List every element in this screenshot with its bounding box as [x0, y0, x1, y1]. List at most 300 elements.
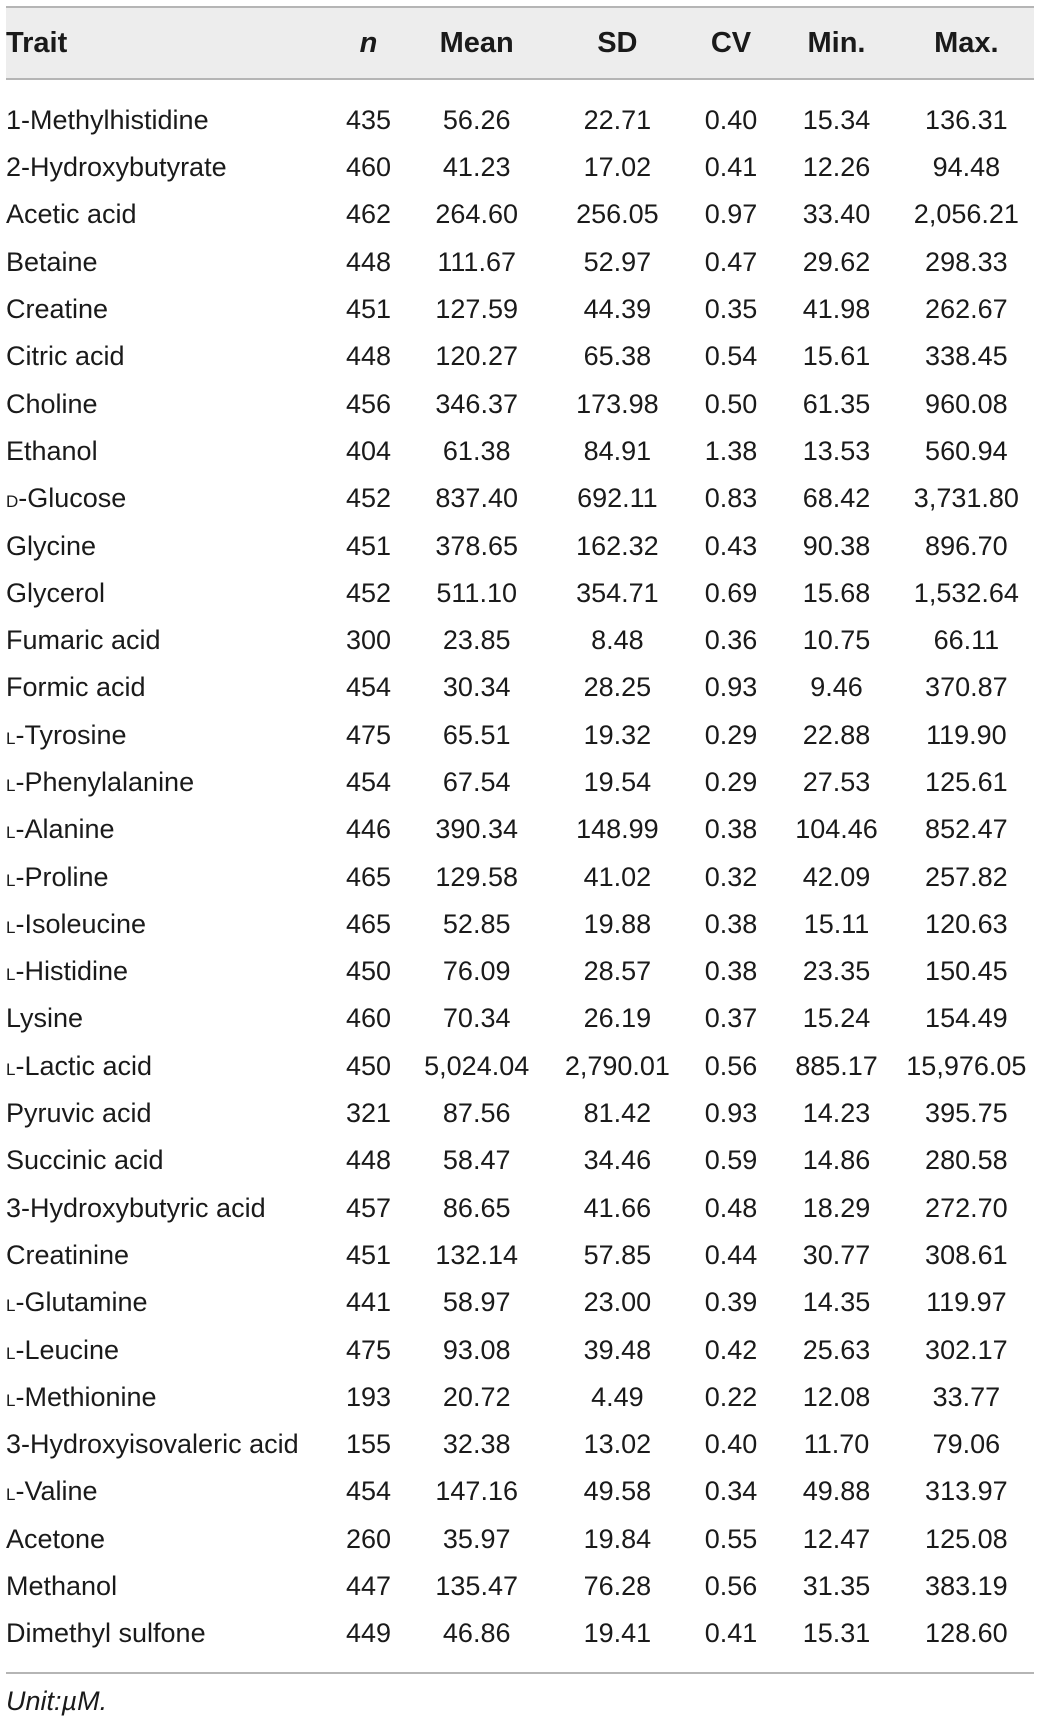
header-sd: SD [547, 7, 688, 79]
trait-name: 1-Methylhistidine [6, 104, 209, 135]
cell-trait [6, 806, 331, 853]
cell-n: 475 [345, 1334, 392, 1365]
trait-name: -Valine [15, 1476, 98, 1507]
cell-min: 27.53 [802, 767, 871, 797]
trait-name: Creatinine [6, 1239, 130, 1270]
cell-cv: 0.38 [704, 908, 758, 939]
table-row [6, 286, 1034, 333]
table-footnote: Unit:µM. [6, 1685, 108, 1716]
table-body [6, 79, 1034, 1672]
cell-mean: 837.40 [435, 483, 518, 514]
cell-sd: 19.88 [583, 908, 652, 939]
cell-mean: 46.86 [442, 1618, 511, 1649]
cell-mean: 5,024.04 [424, 1050, 530, 1081]
cell-cv: 0.56 [704, 1571, 758, 1602]
cell-n: 451 [345, 530, 392, 561]
cell-max: 94.48 [932, 152, 1001, 183]
cell-trait [6, 1279, 331, 1326]
cell-cv: 0.83 [704, 483, 758, 514]
cell-trait [6, 664, 331, 711]
cell-sd: 13.02 [583, 1429, 652, 1460]
cell-trait [6, 1043, 331, 1090]
cell-trait [6, 1185, 331, 1232]
metabolite-stats-table [6, 6, 1034, 1672]
cell-trait [6, 428, 331, 475]
cell-n: 260 [345, 1523, 392, 1554]
cell-n: 462 [345, 199, 392, 230]
cell-mean: 135.47 [435, 1571, 518, 1602]
cell-trait [6, 853, 331, 900]
cell-n: 447 [345, 1571, 392, 1602]
cell-sd: 4.49 [591, 1381, 644, 1412]
cell-cv: 0.97 [704, 199, 758, 230]
trait-name: Pyruvic acid [6, 1098, 152, 1129]
cell-mean: 264.60 [435, 199, 518, 230]
table-header [6, 7, 1034, 79]
cell-trait [6, 380, 331, 427]
cell-max: 3,731.80 [913, 483, 1019, 514]
cell-mean: 511.10 [436, 577, 517, 608]
cell-trait [6, 1326, 331, 1373]
cell-sd: 76.28 [583, 1571, 652, 1602]
cell-sd: 84.91 [583, 435, 652, 466]
cell-cv: 0.54 [704, 341, 758, 372]
cell-trait [6, 144, 331, 191]
cell-n: 451 [345, 1239, 392, 1270]
trait-name: Methanol [6, 1571, 118, 1602]
trait-name: Citric acid [6, 341, 125, 372]
table-row [6, 239, 1034, 286]
trait-name: 3-Hydroxyisovaleric acid [6, 1429, 299, 1460]
trait-name: 3-Hydroxybutyric acid [6, 1192, 266, 1223]
cell-max: 960.08 [925, 388, 1008, 419]
trait-name: -Methionine [15, 1381, 157, 1412]
cell-sd: 19.32 [583, 719, 652, 750]
cell-n: 457 [345, 1192, 392, 1223]
cell-max: 15,976.05 [906, 1050, 1027, 1081]
table-row [6, 1043, 1034, 1090]
cell-mean: 390.34 [435, 814, 518, 845]
cell-max: 154.49 [925, 1003, 1008, 1034]
cell-trait [6, 191, 331, 238]
cell-mean: 87.56 [442, 1098, 511, 1129]
cell-min: 41.98 [802, 294, 871, 325]
cell-trait [6, 948, 331, 995]
cell-n: 404 [345, 435, 392, 466]
cell-n: 460 [345, 152, 392, 183]
table-row [6, 79, 1034, 144]
cell-n: 465 [345, 908, 392, 939]
cell-n: 435 [345, 104, 392, 135]
cell-max: 128.60 [925, 1618, 1008, 1649]
cell-min: 15.24 [802, 1003, 871, 1034]
trait-name: Glycine [6, 530, 97, 561]
cell-max: 272.70 [925, 1192, 1008, 1223]
cell-mean: 41.23 [442, 152, 511, 183]
cell-min: 68.42 [802, 483, 871, 514]
cell-cv: 0.69 [704, 577, 758, 608]
cell-min: 49.88 [802, 1476, 871, 1507]
cell-sd: 28.25 [583, 672, 652, 703]
cell-max: 338.45 [925, 341, 1008, 372]
cell-mean: 378.65 [435, 530, 518, 561]
cell-mean: 111.67 [437, 246, 516, 277]
table-row [6, 853, 1034, 900]
cell-n: 451 [345, 294, 392, 325]
table-row [6, 1090, 1034, 1137]
cell-mean: 58.97 [442, 1287, 511, 1318]
cell-trait [6, 712, 331, 759]
cell-n: 454 [345, 1476, 392, 1507]
cell-mean: 30.34 [442, 672, 511, 703]
trait-name: Succinic acid [6, 1145, 164, 1176]
trait-name: -Glucose [18, 483, 127, 514]
table-row [6, 475, 1034, 522]
stereo-prefix: l [6, 1290, 16, 1318]
stereo-prefix: l [6, 959, 16, 987]
cell-sd: 162.32 [576, 530, 659, 561]
cell-cv: 0.40 [704, 104, 758, 135]
table-row [6, 712, 1034, 759]
cell-sd: 19.41 [583, 1618, 652, 1649]
cell-max: 1,532.64 [913, 577, 1019, 608]
cell-trait [6, 1421, 331, 1468]
cell-n: 449 [345, 1618, 392, 1649]
cell-min: 42.09 [802, 861, 871, 892]
cell-n: 193 [345, 1381, 392, 1412]
cell-max: 280.58 [925, 1145, 1008, 1176]
trait-name: 2-Hydroxybutyrate [6, 152, 227, 183]
cell-min: 14.86 [802, 1145, 871, 1176]
cell-cv: 0.47 [704, 246, 758, 277]
cell-min: 885.17 [795, 1050, 878, 1081]
cell-n: 456 [345, 388, 392, 419]
table-bottom-rule [6, 1672, 1034, 1674]
cell-cv: 0.93 [704, 1098, 758, 1129]
cell-min: 12.08 [802, 1381, 871, 1412]
table-row [6, 522, 1034, 569]
cell-max: 2,056.21 [913, 199, 1019, 230]
cell-max: 125.61 [925, 767, 1008, 797]
cell-min: 14.35 [802, 1287, 871, 1318]
cell-n: 321 [345, 1098, 392, 1129]
cell-mean: 52.85 [442, 908, 511, 939]
cell-cv: 0.93 [704, 672, 758, 703]
cell-trait [6, 570, 331, 617]
table-row [6, 1326, 1034, 1373]
cell-min: 23.35 [802, 956, 871, 987]
stereo-prefix: l [6, 770, 16, 797]
table-row [6, 1421, 1034, 1468]
cell-min: 15.11 [803, 908, 870, 939]
cell-trait [6, 759, 331, 806]
cell-cv: 0.38 [704, 814, 758, 845]
cell-min: 13.53 [802, 435, 871, 466]
cell-mean: 76.09 [442, 956, 511, 987]
header-row [6, 7, 1034, 79]
trait-name: -Tyrosine [15, 719, 127, 750]
cell-cv: 0.42 [704, 1334, 758, 1365]
cell-min: 15.34 [802, 104, 871, 135]
cell-n: 450 [345, 956, 392, 987]
cell-cv: 0.32 [704, 861, 758, 892]
cell-n: 448 [345, 1145, 392, 1176]
cell-sd: 49.58 [583, 1476, 652, 1507]
header-cv: CV [688, 7, 775, 79]
table-row [6, 617, 1034, 664]
header-max: Max. [899, 7, 1034, 79]
cell-sd: 28.57 [583, 956, 652, 987]
cell-min: 33.40 [802, 199, 871, 230]
trait-name: -Phenylalanine [15, 767, 195, 797]
table-row [6, 428, 1034, 475]
cell-max: 370.87 [925, 672, 1008, 703]
table-row [6, 333, 1034, 380]
cell-mean: 346.37 [435, 388, 518, 419]
trait-name: Lysine [6, 1003, 84, 1034]
cell-min: 12.26 [802, 152, 871, 183]
table-row [6, 1137, 1034, 1184]
cell-mean: 127.59 [435, 294, 518, 325]
table-row [6, 664, 1034, 711]
cell-mean: 93.08 [442, 1334, 511, 1365]
cell-n: 448 [345, 341, 392, 372]
cell-max: 313.97 [925, 1476, 1008, 1507]
cell-n: 452 [345, 483, 392, 514]
cell-min: 9.46 [810, 672, 863, 703]
cell-max: 125.08 [925, 1523, 1008, 1554]
cell-n: 460 [345, 1003, 392, 1034]
cell-sd: 44.39 [583, 294, 652, 325]
cell-trait [6, 333, 331, 380]
cell-min: 11.70 [803, 1429, 870, 1460]
cell-n: 155 [345, 1429, 392, 1460]
cell-mean: 61.38 [442, 435, 511, 466]
cell-mean: 35.97 [442, 1523, 511, 1554]
stereo-prefix: l [6, 817, 16, 845]
header-n: n [331, 7, 407, 79]
cell-sd: 22.71 [583, 104, 652, 135]
table-row [6, 1185, 1034, 1232]
cell-min: 14.23 [802, 1098, 871, 1129]
table-row [6, 191, 1034, 238]
cell-trait [6, 617, 331, 664]
cell-cv: 0.29 [704, 719, 758, 750]
cell-max: 33.77 [932, 1381, 1001, 1412]
table-row [6, 1232, 1034, 1279]
cell-trait [6, 239, 331, 286]
table-row [6, 901, 1034, 948]
cell-n: 475 [345, 719, 392, 750]
trait-name: -Isoleucine [15, 908, 147, 939]
cell-sd: 2,790.01 [564, 1050, 670, 1081]
cell-max: 383.19 [925, 1571, 1008, 1602]
cell-mean: 120.27 [435, 341, 518, 372]
cell-trait [6, 1090, 331, 1137]
cell-sd: 39.48 [583, 1334, 652, 1365]
cell-trait [6, 1516, 331, 1563]
header-mean: Mean [406, 7, 547, 79]
cell-mean: 147.16 [435, 1476, 518, 1507]
cell-min: 29.62 [802, 246, 871, 277]
cell-cv: 0.36 [704, 625, 758, 656]
stereo-prefix: l [6, 1337, 16, 1365]
stereo-prefix: l [6, 911, 16, 939]
cell-max: 395.75 [925, 1098, 1008, 1129]
cell-cv: 0.35 [704, 294, 758, 325]
cell-mean: 67.54 [442, 767, 511, 797]
cell-trait [6, 1610, 331, 1671]
trait-name: Ethanol [6, 435, 98, 466]
cell-cv: 0.34 [704, 1476, 758, 1507]
cell-trait [6, 901, 331, 948]
cell-trait [6, 1232, 331, 1279]
cell-trait [6, 79, 331, 144]
cell-cv: 0.41 [704, 152, 758, 183]
header-min: Min. [774, 7, 898, 79]
cell-min: 10.75 [802, 625, 871, 656]
trait-name: Choline [6, 388, 98, 419]
stereo-prefix: l [6, 1479, 16, 1507]
cell-n: 446 [345, 814, 392, 845]
cell-cv: 0.50 [704, 388, 758, 419]
cell-n: 300 [345, 625, 392, 656]
cell-sd: 65.38 [583, 341, 652, 372]
table-row [6, 570, 1034, 617]
table-row [6, 1610, 1034, 1671]
stereo-prefix: l [6, 722, 16, 750]
trait-name: Glycerol [6, 577, 106, 608]
cell-trait [6, 286, 331, 333]
cell-sd: 354.71 [576, 577, 659, 608]
cell-mean: 58.47 [442, 1145, 511, 1176]
stereo-prefix: l [6, 864, 16, 892]
cell-max: 298.33 [925, 246, 1008, 277]
trait-name: -Alanine [15, 814, 115, 845]
table-row [6, 948, 1034, 995]
cell-min: 15.68 [802, 577, 871, 608]
cell-max: 150.45 [925, 956, 1008, 987]
cell-trait [6, 995, 331, 1042]
cell-min: 15.31 [802, 1618, 871, 1649]
table-row [6, 1516, 1034, 1563]
cell-max: 560.94 [925, 435, 1008, 466]
cell-cv: 0.22 [704, 1381, 758, 1412]
cell-max: 119.97 [926, 1287, 1007, 1318]
cell-sd: 148.99 [576, 814, 659, 845]
cell-cv: 0.38 [704, 956, 758, 987]
cell-sd: 692.11 [577, 483, 658, 514]
cell-trait [6, 522, 331, 569]
cell-cv: 0.29 [704, 767, 758, 797]
stereo-prefix: l [6, 1384, 16, 1412]
table-row [6, 1468, 1034, 1515]
cell-max: 136.31 [925, 104, 1008, 135]
cell-min: 30.77 [802, 1239, 871, 1270]
cell-sd: 17.02 [583, 152, 652, 183]
trait-name: -Leucine [15, 1334, 120, 1365]
cell-mean: 56.26 [442, 104, 511, 135]
trait-name: -Proline [15, 861, 109, 892]
cell-sd: 81.42 [583, 1098, 652, 1129]
cell-mean: 86.65 [442, 1192, 511, 1223]
table-row [6, 144, 1034, 191]
table-row [6, 380, 1034, 427]
cell-min: 104.46 [795, 814, 878, 845]
table-row [6, 1374, 1034, 1421]
cell-sd: 52.97 [583, 246, 652, 277]
cell-sd: 34.46 [583, 1145, 652, 1176]
cell-cv: 0.40 [704, 1429, 758, 1460]
cell-min: 18.29 [802, 1192, 871, 1223]
cell-n: 441 [345, 1287, 392, 1318]
trait-name: -Lactic acid [15, 1050, 153, 1081]
table-row [6, 1563, 1034, 1610]
cell-sd: 8.48 [591, 625, 644, 656]
table-container [6, 6, 1034, 1717]
cell-sd: 41.02 [583, 861, 652, 892]
trait-name: Acetic acid [6, 199, 137, 230]
cell-cv: 1.38 [704, 435, 758, 466]
cell-cv: 0.37 [704, 1003, 758, 1034]
trait-name: Betaine [6, 246, 98, 277]
cell-sd: 57.85 [583, 1239, 652, 1270]
header-trait: Trait [6, 7, 331, 79]
trait-name: Formic acid [6, 672, 146, 703]
cell-max: 120.63 [925, 908, 1008, 939]
cell-mean: 20.72 [442, 1381, 511, 1412]
cell-trait [6, 1137, 331, 1184]
table-row [6, 806, 1034, 853]
cell-sd: 41.66 [583, 1192, 652, 1223]
cell-mean: 129.58 [435, 861, 518, 892]
cell-min: 90.38 [802, 530, 871, 561]
cell-max: 262.67 [925, 294, 1008, 325]
cell-sd: 256.05 [576, 199, 659, 230]
cell-n: 465 [345, 861, 392, 892]
cell-max: 302.17 [925, 1334, 1008, 1365]
cell-max: 308.61 [925, 1239, 1008, 1270]
cell-cv: 0.56 [704, 1050, 758, 1081]
stereo-prefix: l [6, 1053, 16, 1081]
cell-n: 450 [345, 1050, 392, 1081]
cell-cv: 0.43 [704, 530, 758, 561]
table-row [6, 1279, 1034, 1326]
trait-name: Fumaric acid [6, 625, 161, 656]
cell-n: 454 [345, 672, 392, 703]
cell-max: 79.06 [932, 1429, 1001, 1460]
cell-cv: 0.55 [704, 1523, 758, 1554]
trait-name: -Glutamine [15, 1287, 148, 1318]
cell-min: 15.61 [802, 341, 871, 372]
cell-cv: 0.59 [704, 1145, 758, 1176]
cell-max: 257.82 [925, 861, 1008, 892]
cell-trait [6, 1374, 331, 1421]
cell-sd: 19.84 [583, 1523, 652, 1554]
cell-cv: 0.41 [704, 1618, 758, 1649]
cell-sd: 19.54 [583, 767, 652, 797]
cell-max: 66.11 [933, 625, 1000, 656]
trait-name: Dimethyl sulfone [6, 1618, 206, 1649]
cell-sd: 173.98 [576, 388, 659, 419]
cell-min: 22.88 [802, 719, 871, 750]
trait-name: -Histidine [15, 956, 129, 987]
cell-max: 852.47 [925, 814, 1008, 845]
cell-min: 12.47 [802, 1523, 871, 1554]
cell-mean: 65.51 [442, 719, 511, 750]
cell-trait [6, 1563, 331, 1610]
cell-mean: 32.38 [442, 1429, 511, 1460]
